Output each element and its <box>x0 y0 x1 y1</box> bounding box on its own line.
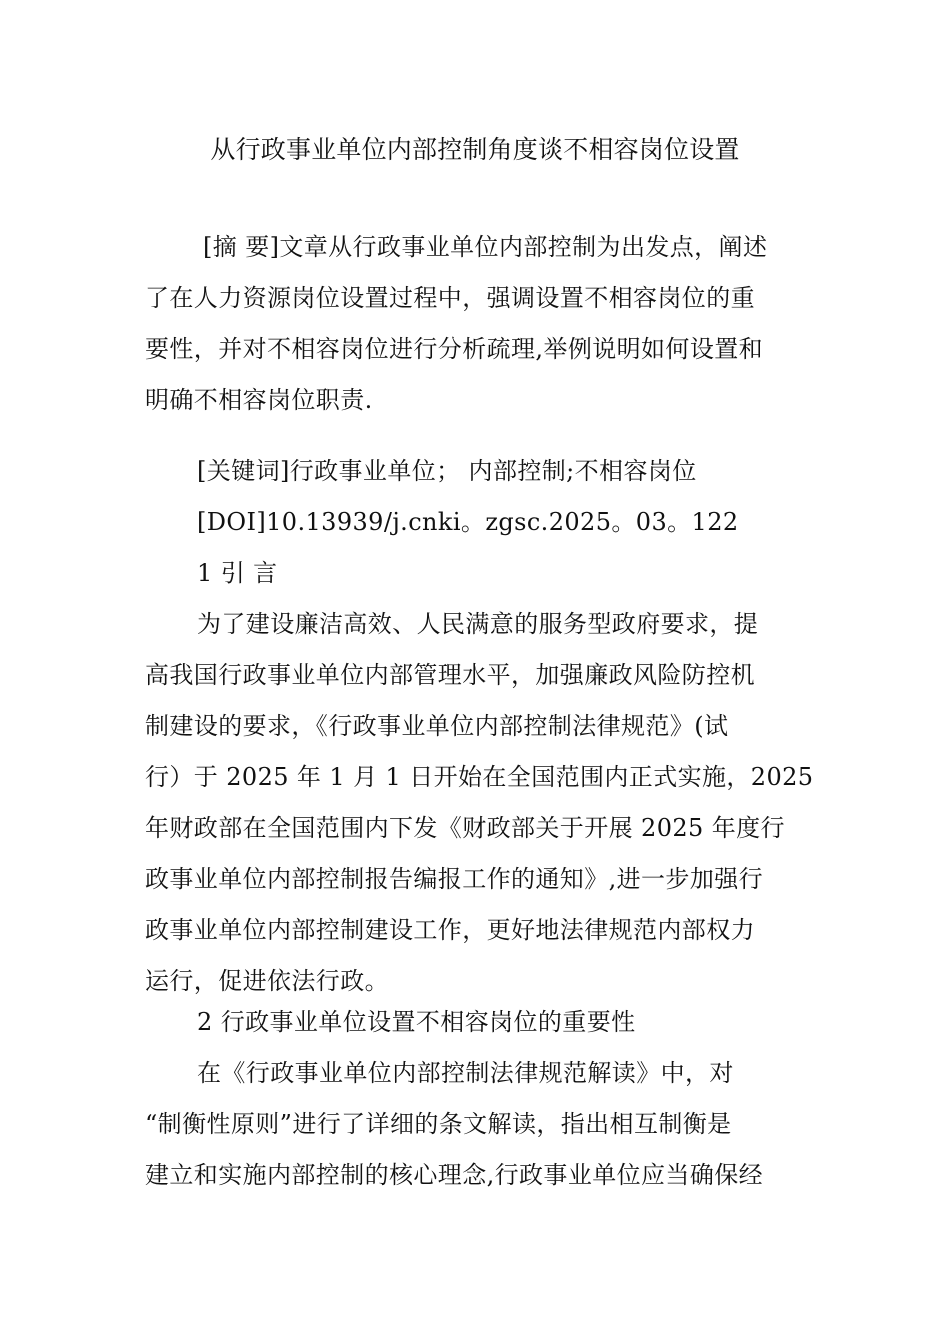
abstract-line: [摘 要]文章从行政事业单位内部控制为出发点，阐述 <box>203 233 768 261</box>
body-line: 制建设的要求，《行政事业单位内部控制法律规范》(试 <box>145 712 729 740</box>
section-heading-importance: 2 行政事业单位设置不相容岗位的重要性 <box>197 1008 636 1036</box>
keywords-line: [关键词]行政事业单位； 内部控制;不相容岗位 <box>197 457 697 485</box>
document-title: 从行政事业单位内部控制角度谈不相容岗位设置 <box>210 135 740 164</box>
body-line: 政事业单位内部控制建设工作，更好地法律规范内部权力 <box>145 916 755 944</box>
abstract-line: 了在人力资源岗位设置过程中，强调设置不相容岗位的重 <box>145 284 755 312</box>
body-line: 在《行政事业单位内部控制法律规范解读》中，对 <box>197 1059 734 1087</box>
body-line: 行）于 2025 年 1 月 1 日开始在全国范围内正式实施，2025 <box>145 763 814 791</box>
introduction-paragraph <box>145 599 814 1007</box>
body-line: 运行，促进依法行政。 <box>145 967 389 995</box>
body-line: 建立和实施内部控制的核心理念,行政事业单位应当确保经 <box>145 1161 764 1189</box>
body-line: 年财政部在全国范围内下发《财政部关于开展 2025 年度行 <box>145 814 785 842</box>
abstract-paragraph <box>145 222 805 426</box>
importance-paragraph <box>145 1048 805 1201</box>
section-heading-introduction: 1 引 言 <box>197 559 278 587</box>
body-line: “制衡性原则”进行了详细的条文解读，指出相互制衡是 <box>145 1110 732 1138</box>
body-line: 政事业单位内部控制报告编报工作的通知》,进一步加强行 <box>145 865 764 893</box>
abstract-line: 要性，并对不相容岗位进行分析疏理,举例说明如何设置和 <box>145 335 764 363</box>
body-line: 为了建设廉洁高效、人民满意的服务型政府要求，提 <box>197 610 759 638</box>
abstract-line: 明确不相容岗位职责. <box>145 386 373 414</box>
body-line: 高我国行政事业单位内部管理水平，加强廉政风险防控机 <box>145 661 755 689</box>
doi-line: [DOI]10.13939/j.cnki。zgsc.2025。03。122 <box>197 508 739 536</box>
